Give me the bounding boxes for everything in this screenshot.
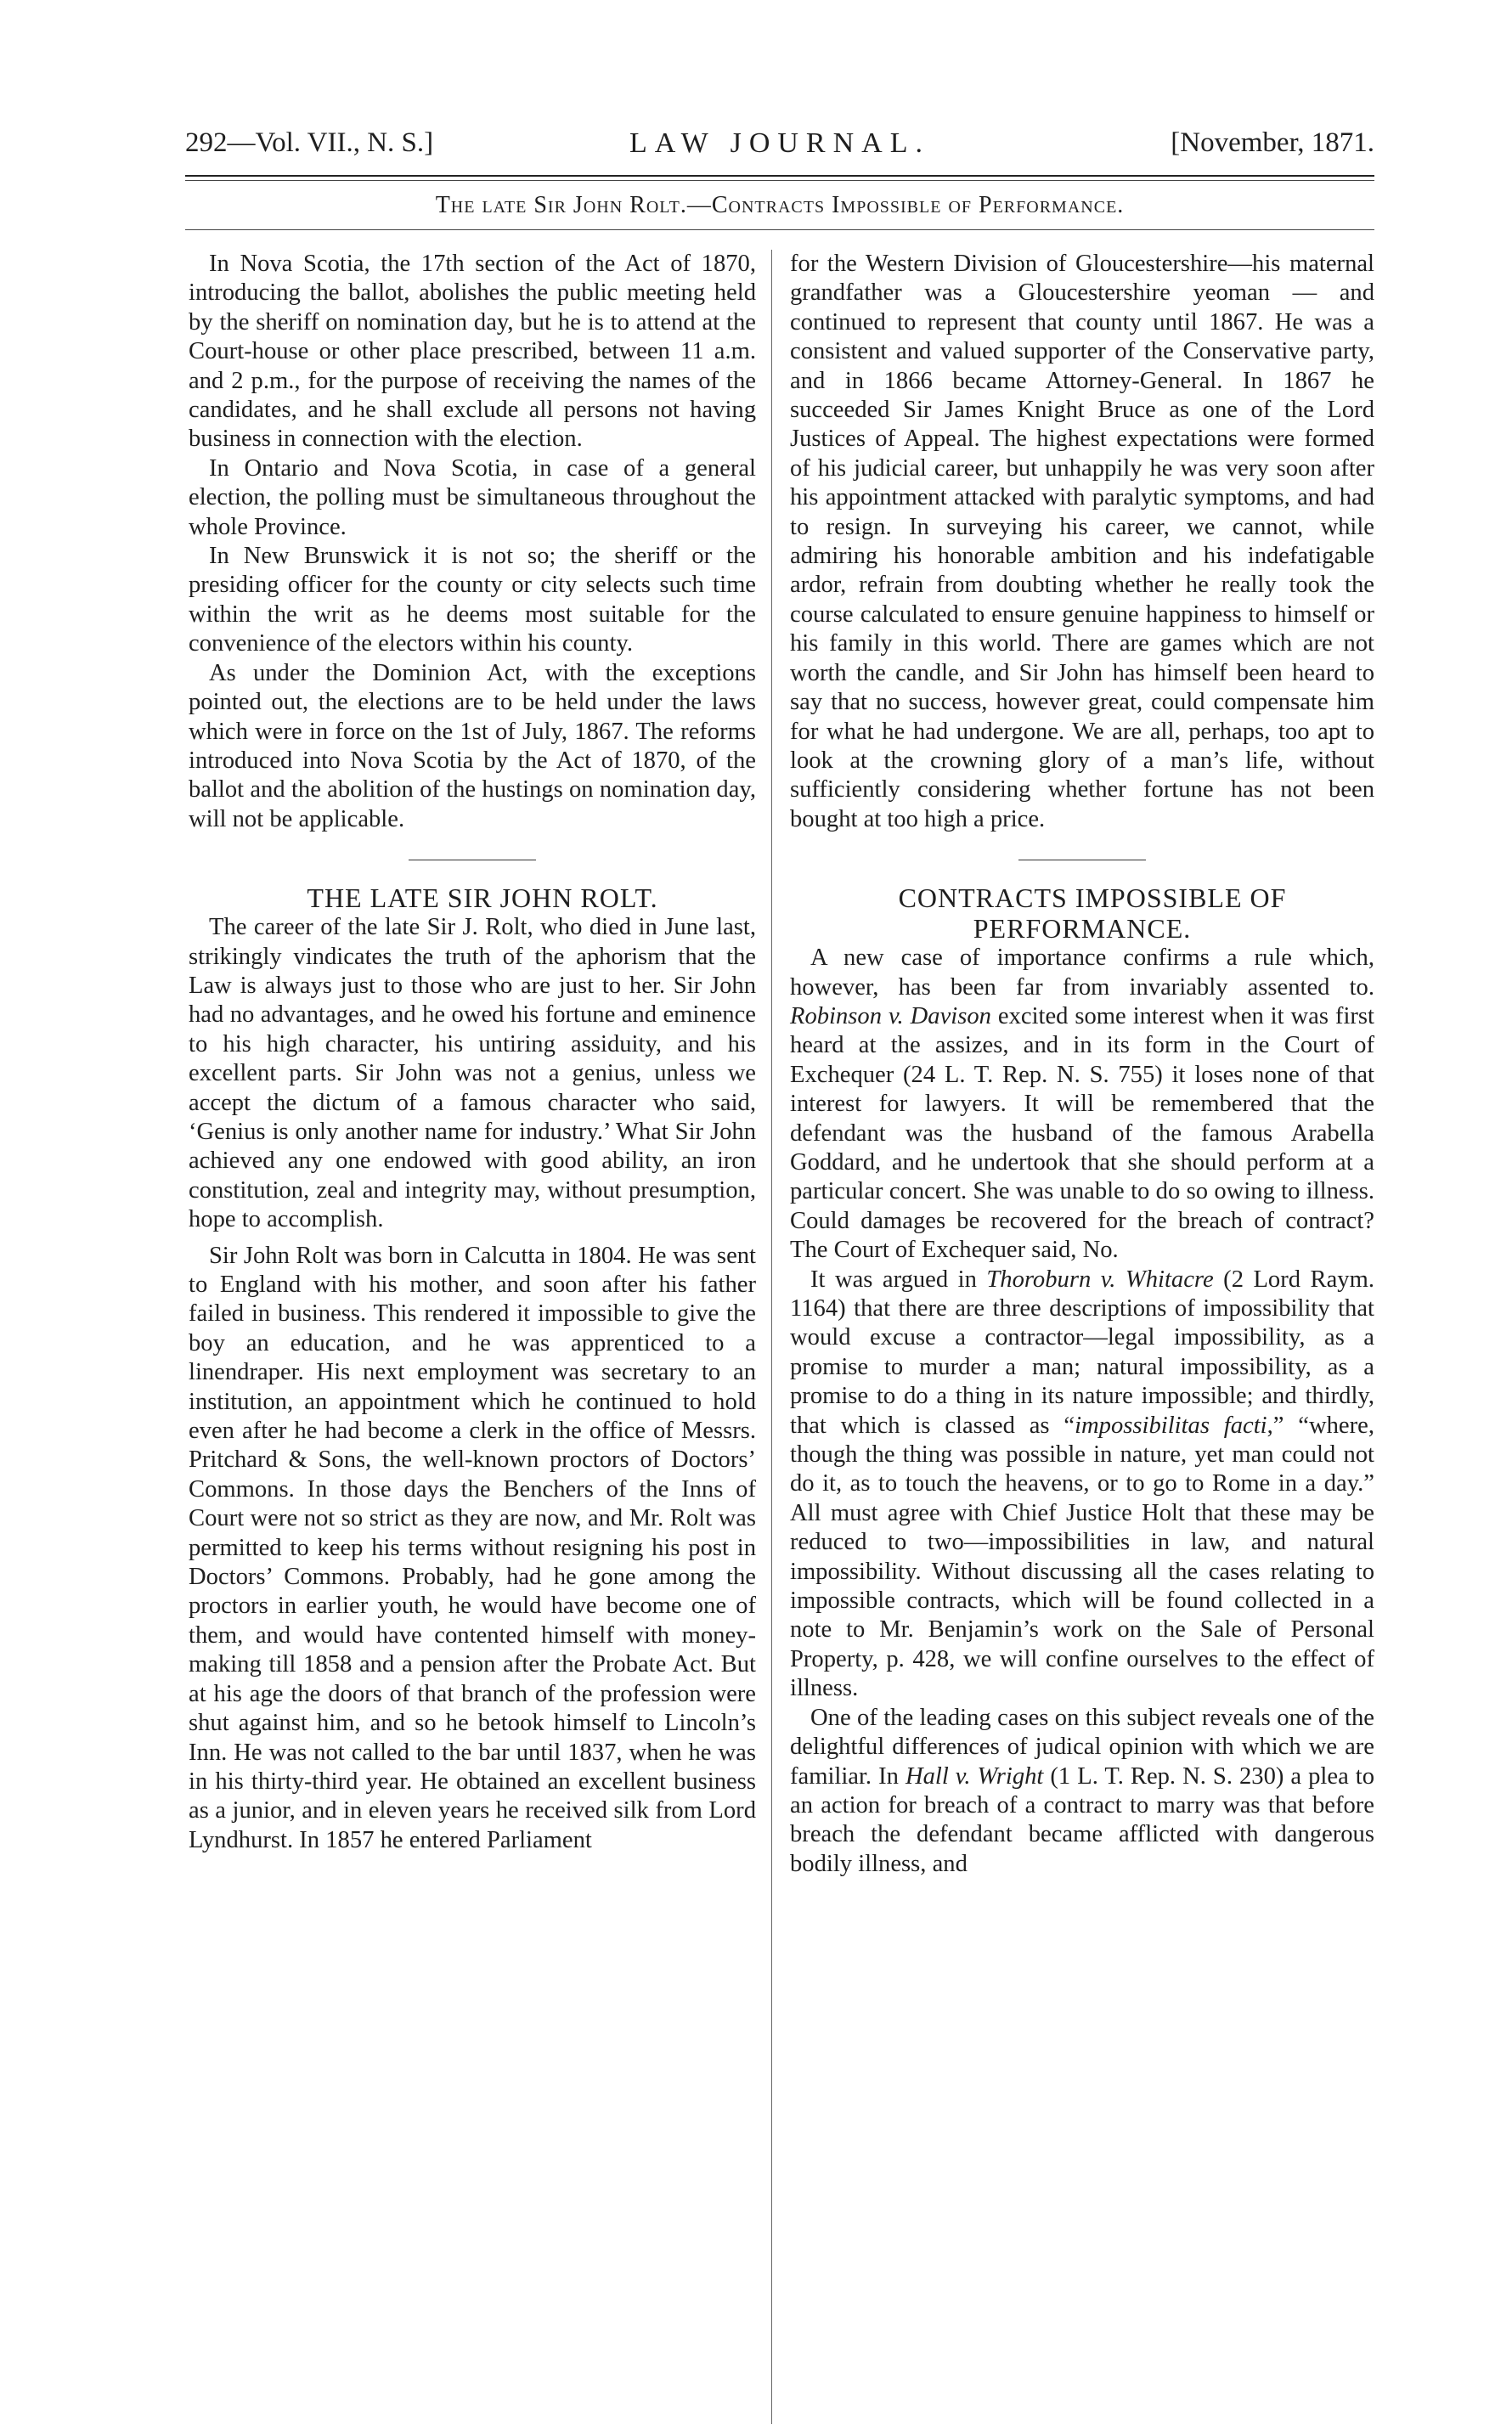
header-rule-thin — [185, 180, 1374, 181]
paragraph: As under the Dominion Act, with the exceptions pointed out, the elections are to be held under the laws which were in force on the 1st of July, 1867. The reforms introduced into Nova Scotia by the Act of 1870, of the ballot and the abolition of the hustings on nomination day, will not be applicable. — [189, 659, 756, 832]
text-run: ,” “where, though the thing was possible in nature, yet man could not do it, as to touch the heavens, or to go to Rome in a day.” All must agree with Chief Justice Holt that these may be reduced to two—impossibilities in law, and natural impossibility. Without discussing all the cases relating to impossible contracts, which will be found collected in a note to Mr. Benjamin’s work on the Sale of Personal Property, p. 428, we will confine ourselves to the effect of illness. — [790, 1412, 1374, 1702]
case-name: Thoroburn v. Whitacre — [986, 1266, 1214, 1293]
text-run: (2 Lord Raym. 1164) that there are three descriptions of impossibility that would excuse a contractor—legal impossibility, as a promise to murder a man; natural impossibility, as a promise to do a thing in its nature impossible; and thirdly, that which is classed as “ — [790, 1266, 1374, 1439]
latin-term: impossibilitas facti — [1075, 1412, 1267, 1439]
text-run: (1 L. T. Rep. N. S. 230) a plea to an action for breach of a contract to marry was that before breach the defendant became afflicted with dangerous bodily illness, and — [790, 1762, 1375, 1877]
text-run: excited some interest when it was first heard at the assizes, and in its form in the Court of Exchequer (24 L. T. Rep. N. S. 755) it loses none of that interest for lawyers. It will be remembered that the defendant was the husband of the famous Arabella Goddard, and he undertook that she should perform at a particular concert. She was unable to do so owing to illness. Could damages be recovered for the breach of contract? The Court of Exchequer said, No. — [790, 1002, 1374, 1264]
article-title-rolt: THE LATE SIR JOHN ROLT. — [307, 882, 658, 914]
journal-title: LAW JOURNAL. — [629, 127, 930, 159]
page-volume-label: 292—Vol. VII., N. S.] — [185, 127, 434, 158]
case-name: Robinson v. Davison — [790, 1002, 991, 1029]
paragraph — [790, 1704, 1374, 1879]
subheader-rule — [185, 229, 1374, 230]
text-run: It was argued in — [810, 1266, 987, 1293]
left-column — [189, 250, 756, 1855]
column-divider — [771, 250, 772, 2424]
running-header — [185, 127, 1374, 165]
paragraph: In Nova Scotia, the 17th section of the Act of 1870, introducing the ballot, abolishes the public meeting held by the sheriff on nomination day, but he is to attend at the Court-house or other place prescribed, between 11 a.m. and 2 p.m., for the purpose of receiving the names of the candidates, and he shall exclude all persons not having business in connection with the election. — [189, 251, 756, 453]
text-run: One of the leading cases on this subject reveals one of the delightful differences of judical opinion with which we are familiar. In — [790, 1704, 1374, 1790]
paragraph — [790, 1266, 1374, 1704]
paragraph: In Ontario and Nova Scotia, in case of a general election, the polling must be simultaneous throughout the whole Province. — [189, 454, 756, 540]
paragraph: Sir John Rolt was born in Calcutta in 1804. He was sent to England with his mother, and soon after his father failed in business. This rendered it impossible to give the boy an education, and he was apprenticed to a linendraper. His next employment was secretary to an institution, an appointment which he continued to hold even after he had become a clerk in the office of Messrs. Pritchard & Sons, the well-known proctors of Doctors’ Commons. In those days the Benchers of the Inns of Court were not so strict as they are now, and Mr. Rolt was permitted to keep his terms without resigning his post in Doctors’ Commons. Probably, had he gone among the proctors in earlier youth, he would have become one of them, and would have contented himself with money-making till 1858 and a pension after the Probate Act. But at his age the doors of that branch of the profession were shut against him, and so he betook himself to Lincoln’s Inn. He was not called to the bar until 1837, when he was in his thirty-third year. He obtained an excellent business as a junior, and in eleven years he received silk from Lord Lyndhurst. In 1857 he entered Parliament — [189, 1242, 756, 1853]
paragraph — [790, 944, 1374, 1265]
paragraph-continuation: for the Western Division of Gloucestershire—his maternal grandfather was a Gloucestershire yeoman — and continued to represent that county until 1867. He was a consistent and valued supporter of the Conservative party, and in 1866 became Attorney-General. In 1867 he succeeded Sir James Knight Bruce as one of the Lord Justices of Appeal. The highest expectations were formed of his judicial career, but unhappily he was very soon after his appointment attacked with paralytic symptoms, and had to resign. In surveying his career, we cannot, while admiring his honorable ambition and his indefatigable ardor, refrain from doubting whether he really took the course calculated to ensure genuine happiness to himself or his family in this world. There are games which are not worth the candle, and Sir John has himself been heard to say that no success, however great, could compensate him for what he had undergone. We are all, perhaps, too apt to look at the crowning glory of a man’s life, without sufficiently considering whether fortune has not been bought at too high a price. — [790, 251, 1374, 832]
article-title-line: PERFORMANCE. — [973, 913, 1192, 945]
issue-date: [November, 1871. — [1171, 127, 1374, 158]
right-column — [790, 250, 1374, 1879]
header-rule — [185, 175, 1374, 177]
paragraph: In New Brunswick it is not so; the sheriff or the presiding officer for the county or city selects such time within the writ as he deems most suitable for the convenience of the electors within his county. — [189, 543, 756, 657]
section-subheader: The late Sir John Rolt.—Contracts Impossible of Performance. — [435, 192, 1125, 218]
article-title-line: CONTRACTS IMPOSSIBLE OF — [898, 882, 1287, 914]
text-run: A new case of importance confirms a rule which, however, has been far from invariably assented to. — [790, 945, 1374, 1001]
article-title-contracts — [790, 882, 1374, 944]
paragraph: The career of the late Sir J. Rolt, who died in June last, strikingly vindicates the truth of the aphorism that the Law is always just to those who are just to her. Sir John had no advantages, and he owed his fortune and eminence to his high character, his untiring assiduity, and his excellent parts. Sir John was not a genius, unless we accept the dictum of a famous character who said, ‘Genius is only another name for industry.’ What Sir John achieved any one endowed with good ability, an iron constitution, zeal and integrity may, without presumption, hope to accomplish. — [189, 914, 756, 1233]
case-name: Hall v. Wright — [905, 1762, 1044, 1790]
